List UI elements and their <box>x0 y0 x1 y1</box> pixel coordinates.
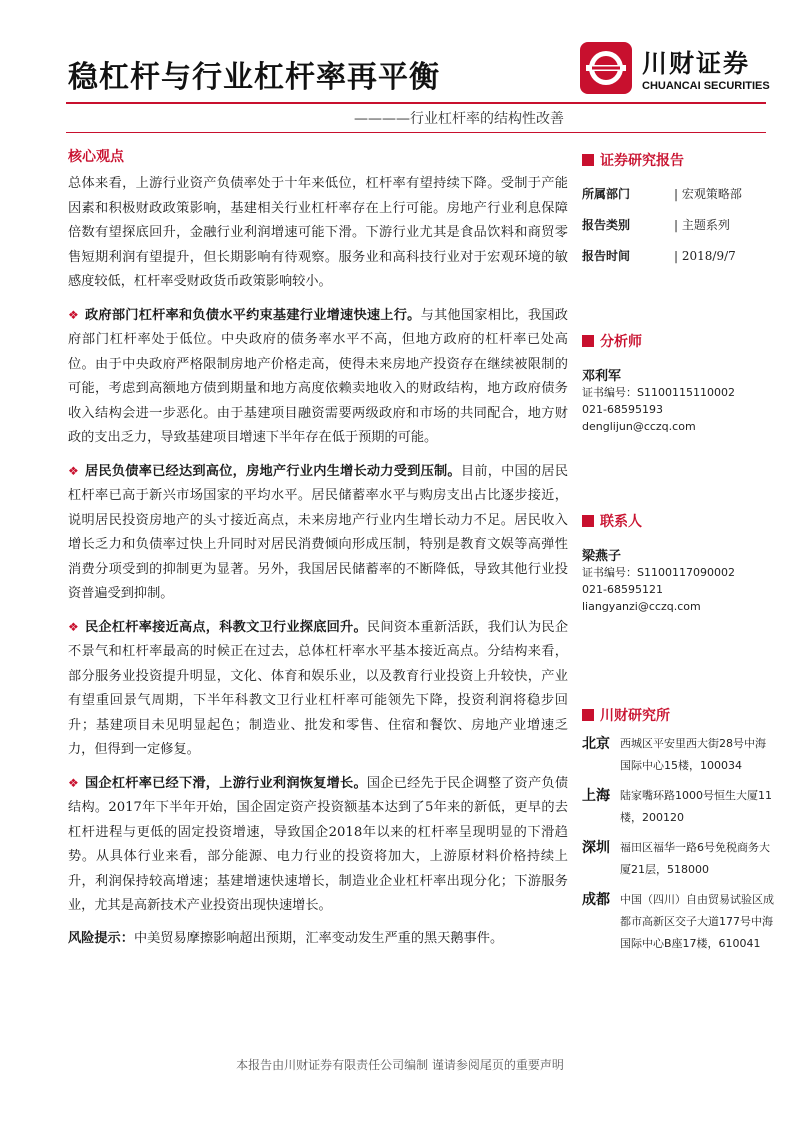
bullet-body: 国企已经先于民企调整了资产负债结构。2017年下半年开始，国企固定资产投资额基本达到了5年来的新低，更早的去杠杆进程与更低的固定投资增速，导致国企2018年以来的杠杆率呈现明显的下滑趋势。从具体行业来看，部分能源、电力行业的投资将加大，上游原材料价格持续上升，利润保持较高增速；基建增速快速增长，制造业企业杠杆率出现分化；下游服务业，尤其是高新技术产业投资出现快速增长。 <box>68 775 569 913</box>
chuancai-logo-icon <box>580 42 632 94</box>
meta-row <box>582 209 774 240</box>
diamond-bullet-icon: ❖ <box>68 463 79 478</box>
office-address: 西城区平安里西大街28号中海国际中心15楼，100034 <box>620 737 766 772</box>
diamond-bullet-icon: ❖ <box>68 307 79 322</box>
contact-cert: 证书编号：S1100117090002 <box>582 566 735 579</box>
meta-key: 报告时间 <box>582 249 631 263</box>
meta-key: 报告类别 <box>582 218 631 232</box>
subtitle-divider <box>66 132 766 133</box>
bullet-paragraph <box>68 303 568 451</box>
meta-value: | 2018/9/7 <box>674 248 736 263</box>
office-city: 成都 <box>582 892 610 908</box>
header-divider <box>66 102 766 104</box>
meta-row <box>582 240 774 271</box>
contact-email[interactable]: liangyanzi@cczq.com <box>582 600 701 613</box>
contact-name: 梁燕子 <box>582 549 622 564</box>
office-city: 深圳 <box>582 840 610 856</box>
bullet-lead: 民企杠杆率接近高点，科教文卫行业探底回升。 <box>85 619 367 635</box>
contact-section-heading <box>582 511 774 531</box>
institute-section-heading <box>582 705 774 725</box>
meta-row <box>582 178 774 209</box>
red-square-icon <box>582 515 594 527</box>
page-title: 稳杠杆与行业杠杆率再平衡 <box>68 60 440 95</box>
diamond-bullet-icon: ❖ <box>68 619 79 634</box>
office-entry <box>582 837 774 881</box>
risk-text: 中美贸易摩擦影响超出预期，汇率变动发生严重的黑天鹅事件。 <box>133 930 504 946</box>
contact-phone: 021-68595121 <box>582 583 663 596</box>
report-section-heading <box>582 150 774 170</box>
bullet-paragraph <box>68 459 568 607</box>
bullet-lead: 居民负债率已经达到高位，房地产行业内生增长动力受到压制。 <box>85 463 461 479</box>
analyst-name: 邓利军 <box>582 369 622 384</box>
bullet-body: 与其他国家相比，我国政府部门杠杆率处于低位。中央政府的债务率水平不高，但地方政府的杠杆率已处高位。由于中央政府严格限制房地产价格走高，使得未来房地产投资存在继续被限制的可能，考虑到高额地方债到期量和地方高度依赖卖地收入的财政结构，地方政府债务收入结构会进一步恶化。由于基建项目融资需要两级政府和市场的共同配合，地方财政的支出乏力，导致基建项目增速下半年存在低于预期的可能。 <box>68 307 568 445</box>
red-square-icon <box>582 709 594 721</box>
diamond-bullet-icon: ❖ <box>68 775 79 790</box>
analyst-email[interactable]: denglijun@cczq.com <box>582 420 696 433</box>
page-footer: 本报告由川财证券有限责任公司编制 谨请参阅尾页的重要声明 <box>236 1058 564 1072</box>
main-content <box>68 172 568 959</box>
summary-paragraph: 总体来看，上游行业资产负债率处于十年来低位，杠杆率有望持续下降。受制于产能因素和积极财政政策影响，基建相关行业杠杆率存在上行可能。房地产行业利息保障倍数有望探底回升，金融行业利润增速可能下滑。下游行业尤其是食品饮料和商贸零售短期利润有望提升，但长期影响有待观察。服务业和高科技行业对于宏观环境的敏感度较低，杠杆率受财政货币政策影响较小。 <box>68 176 568 289</box>
core-view-heading: 核心观点 <box>68 149 124 165</box>
risk-label: 风险提示： <box>68 930 134 946</box>
office-entry <box>582 785 774 829</box>
logo-english-name: CHUANCAI SECURITIES <box>642 80 770 92</box>
analyst-phone: 021-68595193 <box>582 403 663 416</box>
bullet-body: 目前，中国的居民杠杆率已高于新兴市场国家的平均水平。居民储蓄率水平与购房支出占比逐步接近，说明居民投资房地产的头寸接近高点，未来房地产行业内生增长动力不足。居民收入增长乏力和负债率过快上升同时对居民消费倾向形成压制，特别是教育文娱等高弹性消费分项受到的抑制更为显著。另外，我国居民储蓄率的不断降低，导致其他行业投资普遍受到抑制。 <box>68 463 569 601</box>
bullet-lead: 政府部门杠杆率和负债水平约束基建行业增速快速上行。 <box>85 307 421 323</box>
office-entry <box>582 889 774 955</box>
bullet-lead: 国企杠杆率已经下滑，上游行业利润恢复增长。 <box>85 775 367 791</box>
analyst-cert: 证书编号：S1100115110002 <box>582 386 735 399</box>
analyst-section-heading <box>582 331 774 351</box>
contact-heading-label: 联系人 <box>600 514 642 530</box>
institute-heading-label: 川财研究所 <box>600 708 670 724</box>
office-city: 上海 <box>582 788 610 804</box>
logo-chinese-name: 川财证券 <box>642 49 751 78</box>
red-square-icon <box>582 335 594 347</box>
meta-value: | 主题系列 <box>674 218 730 232</box>
page-subtitle: ————行业杠杆率的结构性改善 <box>354 111 564 127</box>
office-address: 福田区福华一路6号免税商务大厦21层，518000 <box>620 841 770 876</box>
risk-paragraph <box>68 927 568 952</box>
report-heading-label: 证券研究报告 <box>600 153 684 169</box>
office-address: 中国（四川）自由贸易试验区成都市高新区交子大道177号中海国际中心B座17楼，610041 <box>620 893 774 950</box>
office-address: 陆家嘴环路1000号恒生大厦11楼，200120 <box>620 789 772 824</box>
bullet-body: 民间资本重新活跃，我们认为民企不景气和杠杆率最高的时候正在过去，总体杠杆率水平基本接近高点。分结构来看，部分服务业投资提升明显，文化、体育和娱乐业，以及教育行业投资上升较快，产业有望重回景气周期，下半年科教文卫行业杠杆率可能领先下降，投资利润将稳步回升；基建项目未见明显起色；制造业、批发和零售、住宿和餐饮、房地产业增速乏力，但得到一定修复。 <box>68 619 569 757</box>
analyst-heading-label: 分析师 <box>600 334 642 350</box>
office-entry <box>582 733 774 777</box>
company-logo <box>580 42 770 102</box>
bullet-paragraph <box>68 615 568 763</box>
meta-key: 所属部门 <box>582 187 631 201</box>
red-square-icon <box>582 154 594 166</box>
bullet-paragraph <box>68 771 568 919</box>
office-city: 北京 <box>582 736 610 752</box>
meta-value: | 宏观策略部 <box>674 187 742 201</box>
sidebar <box>582 150 774 963</box>
